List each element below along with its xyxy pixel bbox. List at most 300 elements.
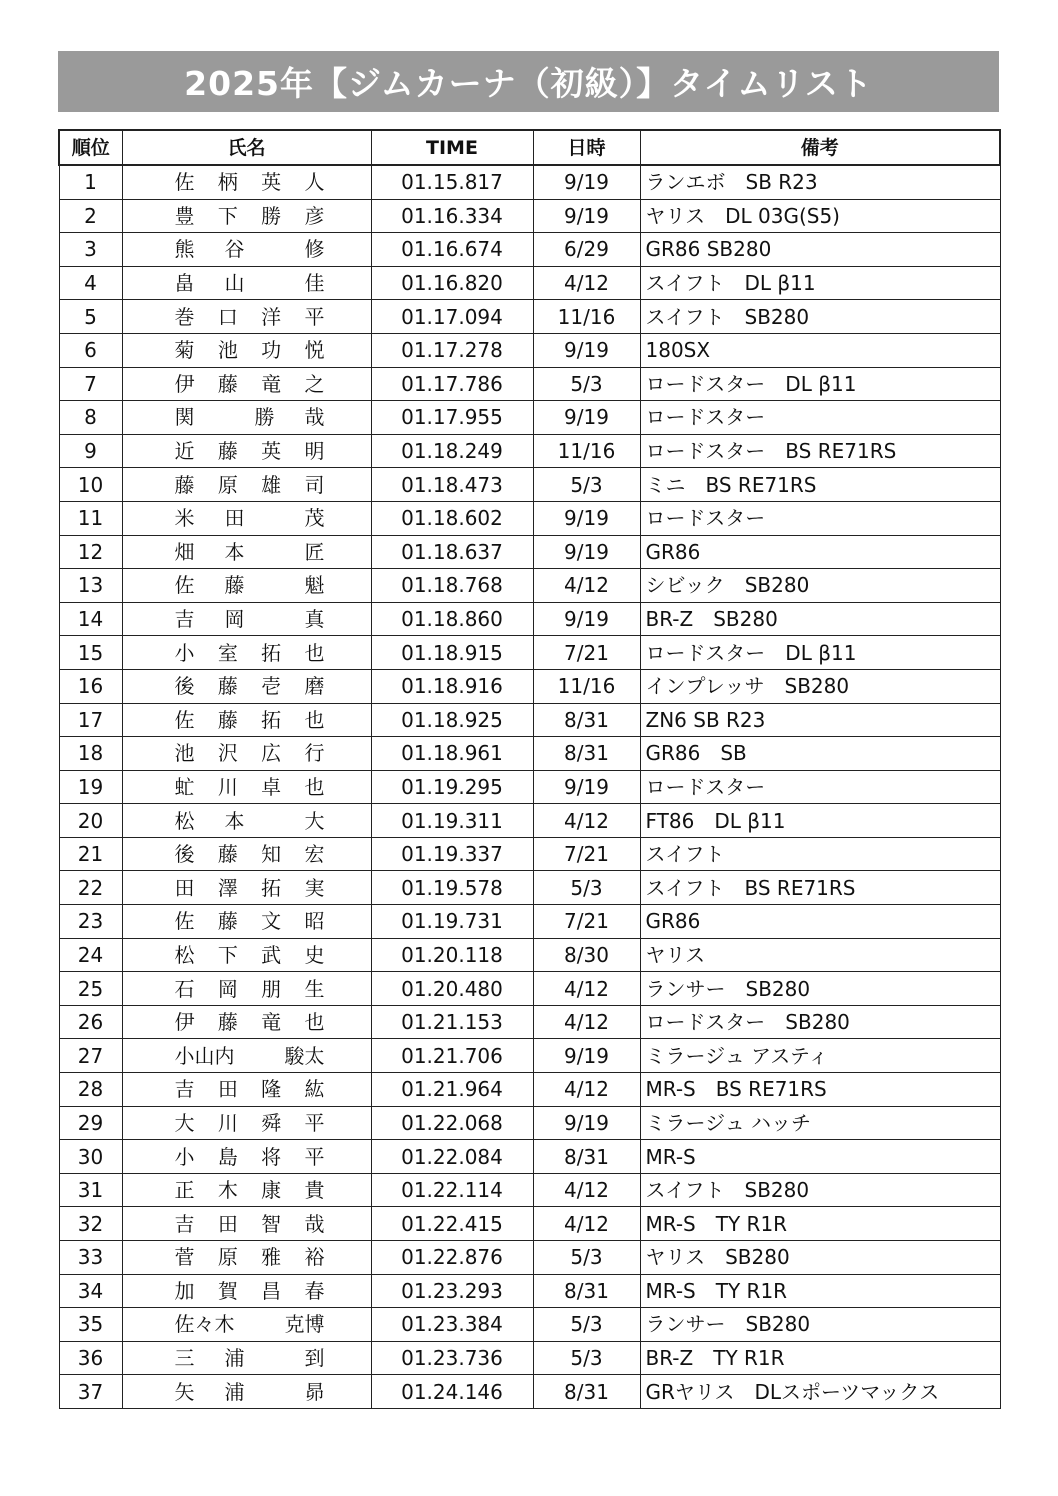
table-row [59,300,1000,334]
time-cell: 01.16.820 [371,266,533,300]
table-row [59,266,1000,300]
name-part: 原 [217,1245,238,1270]
name-part: 紘 [304,1077,325,1102]
date-cell: 11/16 [533,434,640,468]
table-row [59,535,1000,569]
table-row [59,1241,1000,1275]
rank-cell: 36 [59,1341,122,1375]
name-part: 岡 [217,976,238,1001]
date-cell: 4/12 [533,1073,640,1107]
name-part: 康 [261,1178,282,1203]
name-part: 雄 [261,472,282,497]
rank-cell: 15 [59,636,122,670]
name-part: 智 [261,1211,282,1236]
name-cell [122,770,371,804]
name-characters [174,573,325,598]
name-part: 田 [217,1211,238,1236]
name-part: 松 [174,942,195,967]
name-cell [122,1173,371,1207]
name-part: 勝 [254,405,275,430]
name-part: 修 [304,237,325,262]
name-part: 吉 [174,607,195,632]
name-characters [174,338,325,363]
table-row [59,972,1000,1006]
header-time: TIME [371,130,533,165]
time-list-table [58,129,1001,1409]
name-part: 伊 [174,1010,195,1035]
name-part: 原 [217,472,238,497]
date-cell: 9/19 [533,535,640,569]
date-cell: 8/31 [533,1375,640,1409]
name-part: 畑 [174,539,195,564]
name-characters [174,976,325,1001]
date-cell: 7/21 [533,905,640,939]
rank-cell: 9 [59,434,122,468]
name-part: 木 [217,1178,238,1203]
time-cell: 01.15.817 [371,165,533,199]
rank-cell: 26 [59,1005,122,1039]
name-part: 磨 [304,674,325,699]
page-title: 2025年【ジムカーナ（初級）】タイムリスト [184,64,873,103]
table-row [59,770,1000,804]
note-cell: ロードスター DL β11 [640,367,1000,401]
name-part: 小 [174,1144,195,1169]
date-cell: 8/31 [533,703,640,737]
rank-cell: 27 [59,1039,122,1073]
name-cell [122,1207,371,1241]
name-characters [174,203,325,228]
time-cell: 01.23.293 [371,1274,533,1308]
rank-cell: 11 [59,501,122,535]
note-cell: スイフト [640,837,1000,871]
name-cell [122,1308,371,1342]
name-part: 藤 [217,909,238,934]
table-row [59,636,1000,670]
time-cell: 01.17.278 [371,333,533,367]
note-cell: ヤリス SB280 [640,1241,1000,1275]
date-cell: 5/3 [533,1341,640,1375]
time-cell: 01.18.916 [371,669,533,703]
name-part: 田 [174,875,195,900]
note-cell: ロードスター [640,770,1000,804]
name-part: 藤 [217,707,238,732]
date-cell: 9/19 [533,501,640,535]
note-cell: GR86 SB [640,737,1000,771]
name-part: 藤 [217,674,238,699]
note-cell: ロードスター [640,401,1000,435]
name-cell [122,602,371,636]
table-row [59,434,1000,468]
name-part: 哉 [304,405,325,430]
rank-cell: 37 [59,1375,122,1409]
note-cell: ロードスター [640,501,1000,535]
name-part: 佐 [174,170,195,195]
name-cell [122,333,371,367]
name-cell [122,199,371,233]
date-cell: 9/19 [533,165,640,199]
name-part: 三 [174,1346,195,1371]
time-cell: 01.16.674 [371,233,533,267]
table-row [59,333,1000,367]
time-cell: 01.17.786 [371,367,533,401]
name-part: 昴 [304,1379,325,1404]
time-cell: 01.22.114 [371,1173,533,1207]
table-row [59,602,1000,636]
note-cell: ミラージュ アスティ [640,1039,1000,1073]
name-part: 池 [217,338,238,363]
note-cell: スイフト SB280 [640,300,1000,334]
name-characters [174,170,325,195]
note-cell: ZN6 SB R23 [640,703,1000,737]
date-cell: 5/3 [533,468,640,502]
name-part: 口 [217,304,238,329]
name-part: 浦 [224,1379,245,1404]
name-part: 柄 [217,170,238,195]
name-characters [174,439,325,464]
name-part: 司 [304,472,325,497]
name-part: 石 [174,976,195,1001]
name-part: 島 [217,1144,238,1169]
name-part: 後 [174,674,195,699]
name-characters [174,371,325,396]
name-part: 史 [304,942,325,967]
note-cell: GR86 [640,905,1000,939]
table-row [59,1106,1000,1140]
name-cell [122,636,371,670]
note-cell: MR-S [640,1140,1000,1174]
time-cell: 01.20.118 [371,938,533,972]
name-part: 駿太 [284,1043,325,1068]
name-cell [122,233,371,267]
name-part: 之 [304,371,325,396]
note-cell: ランエボ SB R23 [640,165,1000,199]
name-part: 昌 [261,1278,282,1303]
name-characters [174,237,325,262]
name-part: 雅 [261,1245,282,1270]
name-part: 也 [304,640,325,665]
name-cell [122,165,371,199]
name-characters [174,1346,325,1371]
rank-cell: 34 [59,1274,122,1308]
name-part: 拓 [261,640,282,665]
table-row [59,669,1000,703]
note-cell: ランサー SB280 [640,972,1000,1006]
name-characters [174,741,325,766]
date-cell: 4/12 [533,1173,640,1207]
name-part: 朋 [261,976,282,1001]
name-characters [174,1077,325,1102]
name-part: 卓 [261,774,282,799]
note-cell: MR-S TY R1R [640,1274,1000,1308]
time-cell: 01.21.706 [371,1039,533,1073]
name-part: 竜 [261,371,282,396]
name-part: 壱 [261,674,282,699]
name-characters [174,942,325,967]
note-cell: スイフト SB280 [640,1173,1000,1207]
note-cell: 180SX [640,333,1000,367]
name-cell [122,434,371,468]
name-cell [122,1073,371,1107]
name-part: 勝 [261,203,282,228]
name-cell [122,1106,371,1140]
name-part: 谷 [224,237,245,262]
time-cell: 01.22.415 [371,1207,533,1241]
name-part: 英 [261,170,282,195]
time-cell: 01.18.602 [371,501,533,535]
name-part: 藤 [217,1010,238,1035]
name-cell [122,938,371,972]
table-row [59,1375,1000,1409]
name-part: 室 [217,640,238,665]
name-characters [174,1312,325,1337]
date-cell: 7/21 [533,837,640,871]
table-row [59,938,1000,972]
name-characters [174,1178,325,1203]
name-part: 舜 [261,1110,282,1135]
header-row [59,130,1000,165]
name-part: 豊 [174,203,195,228]
name-part: 熊 [174,237,195,262]
time-cell: 01.19.337 [371,837,533,871]
name-characters [174,539,325,564]
note-cell: ロードスター SB280 [640,1005,1000,1039]
table-row [59,401,1000,435]
date-cell: 5/3 [533,1308,640,1342]
note-cell: MR-S BS RE71RS [640,1073,1000,1107]
date-cell: 8/31 [533,1274,640,1308]
name-cell [122,972,371,1006]
table-row [59,501,1000,535]
time-cell: 01.18.925 [371,703,533,737]
name-characters [174,1110,325,1135]
date-cell: 8/30 [533,938,640,972]
time-cell: 01.18.473 [371,468,533,502]
name-cell [122,501,371,535]
time-cell: 01.21.153 [371,1005,533,1039]
name-characters [174,1211,325,1236]
name-cell [122,1241,371,1275]
name-cell [122,1274,371,1308]
date-cell: 9/19 [533,199,640,233]
time-cell: 01.23.736 [371,1341,533,1375]
rank-cell: 3 [59,233,122,267]
time-cell: 01.18.915 [371,636,533,670]
rank-cell: 35 [59,1308,122,1342]
name-cell [122,905,371,939]
name-part: 岡 [224,607,245,632]
name-part: 田 [224,506,245,531]
time-cell: 01.18.249 [371,434,533,468]
note-cell: ミニ BS RE71RS [640,468,1000,502]
name-part: 平 [304,1144,325,1169]
date-cell: 9/19 [533,1106,640,1140]
name-characters [174,1010,325,1035]
note-cell: MR-S TY R1R [640,1207,1000,1241]
table-row [59,468,1000,502]
name-characters [174,405,325,430]
note-cell: ヤリス [640,938,1000,972]
name-part: 裕 [304,1245,325,1270]
name-part: 宏 [304,842,325,867]
table-row [59,737,1000,771]
header-date: 日時 [533,130,640,165]
date-cell: 4/12 [533,1207,640,1241]
name-part: 澤 [217,875,238,900]
name-part: 下 [217,203,238,228]
rank-cell: 12 [59,535,122,569]
name-part: 下 [217,942,238,967]
name-part: 克博 [284,1312,325,1337]
name-part: 将 [261,1144,282,1169]
name-part: 洋 [261,304,282,329]
name-part: 平 [304,304,325,329]
name-part: 也 [304,774,325,799]
time-cell: 01.18.860 [371,602,533,636]
name-part: 昭 [304,909,325,934]
name-part: 本 [224,808,245,833]
name-part: 貴 [304,1178,325,1203]
note-cell: ロードスター DL β11 [640,636,1000,670]
note-cell: インプレッサ SB280 [640,669,1000,703]
rank-cell: 29 [59,1106,122,1140]
name-part: 也 [304,1010,325,1035]
name-part: 実 [304,875,325,900]
time-cell: 01.19.295 [371,770,533,804]
name-part: 悦 [304,338,325,363]
table-row [59,1073,1000,1107]
name-part: 近 [174,439,195,464]
note-cell: ヤリス DL 03G(S5) [640,199,1000,233]
note-cell: ミラージュ ハッチ [640,1106,1000,1140]
time-cell: 01.22.084 [371,1140,533,1174]
name-part: 池 [174,741,195,766]
rank-cell: 31 [59,1173,122,1207]
table-row [59,837,1000,871]
name-part: 後 [174,842,195,867]
time-cell: 01.18.637 [371,535,533,569]
table-row [59,804,1000,838]
name-cell [122,703,371,737]
name-characters [174,271,325,296]
date-cell: 7/21 [533,636,640,670]
rank-cell: 6 [59,333,122,367]
page-title-banner [58,51,999,112]
date-cell: 4/12 [533,972,640,1006]
name-part: 大 [304,808,325,833]
name-part: 小 [174,640,195,665]
rank-cell: 25 [59,972,122,1006]
name-part: 功 [261,338,282,363]
date-cell: 8/31 [533,737,640,771]
table-row [59,1140,1000,1174]
rank-cell: 2 [59,199,122,233]
name-part: 川 [217,1110,238,1135]
name-characters [174,674,325,699]
time-cell: 01.22.068 [371,1106,533,1140]
note-cell: GRヤリス DLスポーツマックス [640,1375,1000,1409]
date-cell: 9/19 [533,333,640,367]
name-part: 佐 [174,573,195,598]
table-row [59,703,1000,737]
date-cell: 9/19 [533,1039,640,1073]
rank-cell: 1 [59,165,122,199]
rank-cell: 14 [59,602,122,636]
name-cell [122,535,371,569]
name-characters [174,640,325,665]
name-part: 魁 [304,573,325,598]
name-cell [122,401,371,435]
note-cell: ロードスター BS RE71RS [640,434,1000,468]
name-part: 藤 [224,573,245,598]
name-part: 菊 [174,338,195,363]
rank-cell: 24 [59,938,122,972]
name-part: 吉 [174,1211,195,1236]
table-row [59,1173,1000,1207]
name-part: 真 [304,607,325,632]
name-part: 伊 [174,371,195,396]
date-cell: 4/12 [533,569,640,603]
time-cell: 01.17.094 [371,300,533,334]
note-cell: GR86 [640,535,1000,569]
table-row [59,1274,1000,1308]
name-part: 巻 [174,304,195,329]
name-part: 矢 [174,1379,195,1404]
name-part: 吉 [174,1077,195,1102]
date-cell: 9/19 [533,401,640,435]
table-row [59,165,1000,199]
name-cell [122,1005,371,1039]
table-row [59,1005,1000,1039]
name-part: 文 [261,909,282,934]
name-part: 賀 [217,1278,238,1303]
name-part: 田 [217,1077,238,1102]
name-part: 佐 [174,707,195,732]
name-characters [174,707,325,732]
date-cell: 4/12 [533,804,640,838]
date-cell: 5/3 [533,871,640,905]
time-cell: 01.18.768 [371,569,533,603]
date-cell: 9/19 [533,770,640,804]
rank-cell: 16 [59,669,122,703]
rank-cell: 7 [59,367,122,401]
time-cell: 01.24.146 [371,1375,533,1409]
name-characters [174,1043,325,1068]
name-part: 茂 [304,506,325,531]
rank-cell: 20 [59,804,122,838]
date-cell: 6/29 [533,233,640,267]
table-row [59,1039,1000,1073]
name-part: 隆 [261,1077,282,1102]
name-part: 山 [224,271,245,296]
name-characters [174,875,325,900]
name-cell [122,871,371,905]
rank-cell: 13 [59,569,122,603]
name-characters [174,506,325,531]
table-row [59,233,1000,267]
rank-cell: 10 [59,468,122,502]
note-cell: GR86 SB280 [640,233,1000,267]
name-part: 竜 [261,1010,282,1035]
name-characters [174,909,325,934]
time-cell: 01.19.311 [371,804,533,838]
name-part: 知 [261,842,282,867]
name-part: 藤 [217,842,238,867]
name-cell [122,569,371,603]
note-cell: ランサー SB280 [640,1308,1000,1342]
name-part: 彦 [304,203,325,228]
rank-cell: 5 [59,300,122,334]
name-part: 佐 [174,909,195,934]
